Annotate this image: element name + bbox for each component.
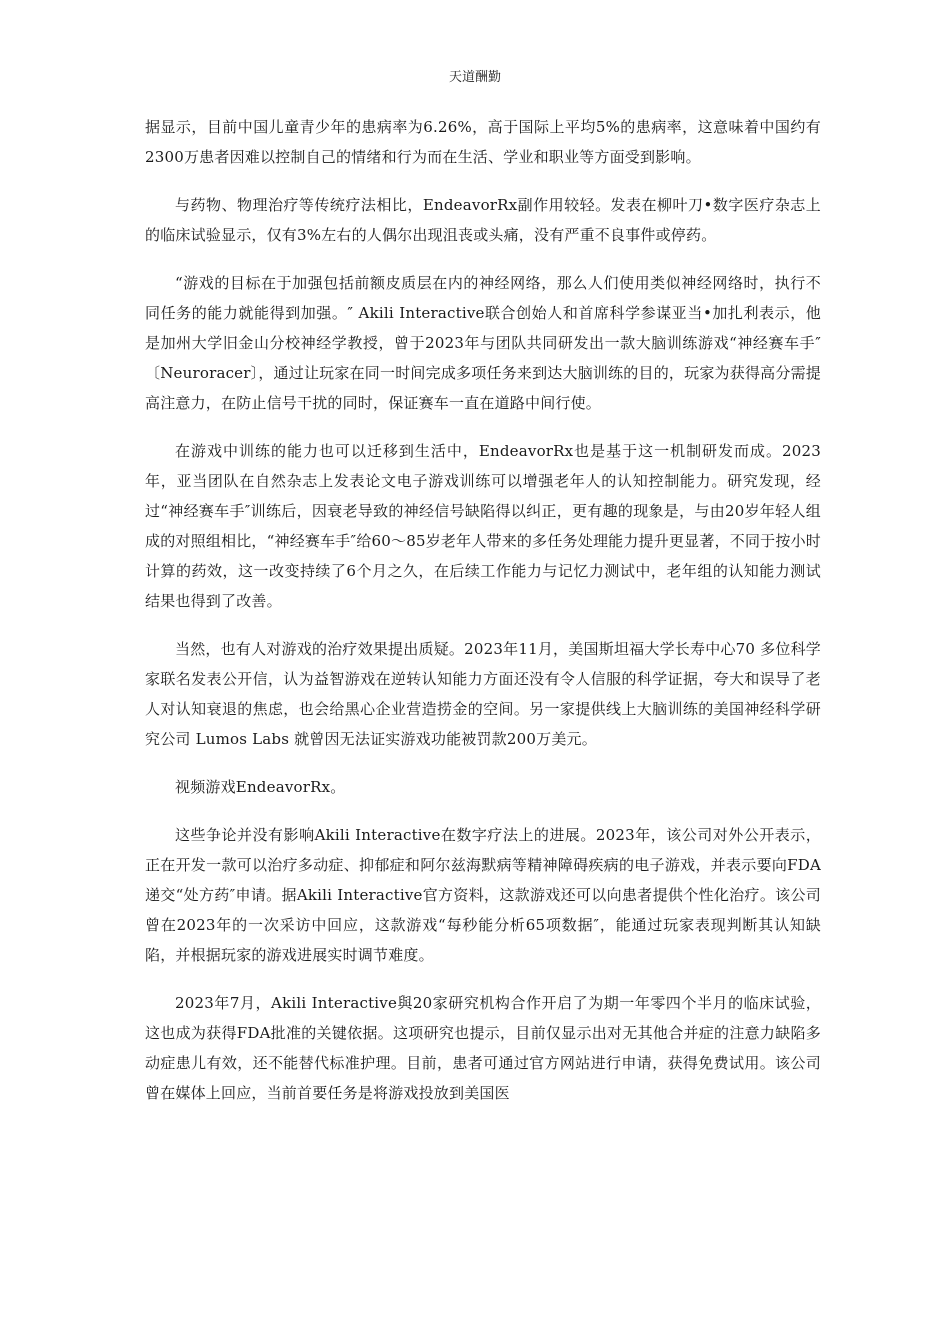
paragraph-progress: 这些争论并没有影响Akili Interactive在数字疗法上的进展。2023年，该公司对外公开表示，正在开发一款可以治疗多动症、抑郁症和阿尔兹海默病等精神障碍疾病的电子游戏，并表示要向FDA递交“处方药″申请。据Akili Interactive官方资料，这款游戏还可以向患者提供个性化治疗。该公司曾在2023年的一次采访中回应，这款游戏“每秒能分析65项数据″，能通过玩家表现判断其认知缺陷，并根据玩家的游戏进展实时调节难度。 xyxy=(145,826,821,964)
paragraph-neuroracer: “游戏的目标在于加强包括前额皮质层在内的神经网络，那么人们使用类似神经网络时，执行不同任务的能力就能得到加强。″ Akili Interactive联合创始人和首席科学参谋亚当•加扎利表示，他是加州大学旧金山分校神经学教授，曾于2023年与团队共同研发出一款大脑训练游戏“神经赛车手″〔Neuroracer〕，通过让玩家在同一时间完成多项任务来到达大脑训练的目的，玩家为获得高分需提高注意力，在防止信号干扰的同时，保证赛车一直在道路中间行使。 xyxy=(145,274,821,412)
paragraph-skepticism: 当然，也有人对游戏的治疗效果提出质疑。2023年11月，美国斯坦福大学长寿中心70 多位科学家联名发表公开信，认为益智游戏在逆转认知能力方面还没有令人信服的科学证据，夸大和误导了老人对认知衰退的焦虑，也会给黑心企业营造捞金的空间。另一家提供线上大脑训练的美国神经科学研究公司 Lumos Labs 就曾因无法证实游戏功能被罚款200万美元。 xyxy=(145,640,821,748)
paragraph-prevalence: 据显示，目前中国儿童青少年的患病率为6.26%，高于国际上平均5%的患病率，这意味着中国约有2300万患者因难以控制自己的情绪和行为而在生活、学业和职业等方面受到影响。 xyxy=(145,118,821,166)
paragraph-transfer-training: 在游戏中训练的能力也可以迁移到生活中，EndeavorRx也是基于这一机制研发而成。2023年，亚当团队在自然杂志上发表论文电子游戏训练可以增强老年人的认知控制能力。研究发现，经过“神经赛车手″训练后，因衰老导致的神经信号缺陷得以纠正，更有趣的现象是，与由20岁年轻人组成的对照组相比，“神经赛车手″给60～85岁老年人带来的多任务处理能力提升更显著，不同于按小时计算的药效，这一改变持续了6个月之久，在后续工作能力与记忆力测试中，老年组的认知能力测试结果也得到了改善。 xyxy=(145,442,821,610)
page-header: 天道酬勤 xyxy=(448,70,501,85)
paragraph-clinical-trial: 2023年7月，Akili Interactive與20家研究机构合作开启了为期一年零四个半月的临床试验，这也成为获得FDA批准的关键依据。这项研究也提示，目前仅显示出对无其他合并症的注意力缺陷多动症患儿有效，还不能替代标准护理。目前，患者可通过官方网站进行申请，获得免费试用。该公司曾在媒体上回应，当前首要任务是将游戏投放到美国医 xyxy=(145,994,821,1102)
document-body xyxy=(145,112,821,1126)
paragraph-side-effects: 与药物、物理治疗等传统疗法相比，EndeavorRx副作用较轻。发表在柳叶刀•数字医疗杂志上的临床试验显示，仅有3%左右的人偶尔出现沮丧或头痛，没有严重不良事件或停药。 xyxy=(145,196,821,244)
paragraph-video-caption: 视频游戏EndeavorRx。 xyxy=(175,778,346,796)
